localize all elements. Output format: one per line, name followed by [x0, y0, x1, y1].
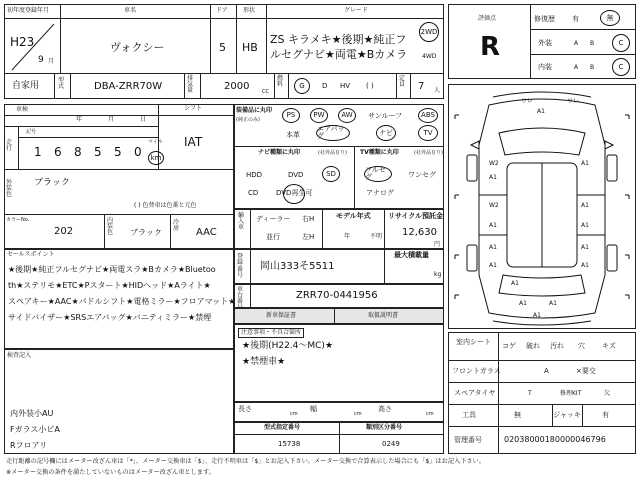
- recycle-fee: 12,630: [402, 227, 437, 238]
- sales-line: サイドバイザー★SRSエアバッグ★バニティミラー★禁煙: [8, 313, 212, 322]
- sales-line: ★後期★純正フルセグナビ★両電スラ★Bカメラ★Bluetoo: [8, 265, 216, 274]
- damage-label: ワレ: [521, 98, 534, 105]
- auction-sheet: 初年度登録年月 車名 ドア 形状 グレード H23 9 月 ヴォクシー 5 HB ZS キラメキ★後期★純正フ ルセグナビ★両電★Bカメラ 2WD 4WD 自家用 型式 DBA-ZRR70W 排気量 2000 CC 燃料 G D HV ( ) 定員 7 人 車検 年 月 日 シフト IAT 走行 記号 1 6 8 5 5 0 マイル km 外装色 ブラック ( ) 色替車は色番と元色 カラーNo. 202 内装色 ブラック 冷房 AAC セールスポイント ★後期★純正フルセグナビ★両電スラ★Bカメラ★Bluetoo th★ステリモ★ETC★Pスタート★HIDヘッド★Aライト★ スペアキー★AAC★パドルシフト★電格ミラー★フロアマット★ サイドバイザー★SRSエアバッグ★バニティミラー★禁煙 検査記入 内外装小AU Fガラス小ビA Rフロアリ 装備品に丸印 (純正のみ) PS PW AW サンルーフ ABS 本革 エアバッグ ナビ TV ナビ種類に丸印 (社外品有り) TV種類に丸印 (社外品有り) HDD DVD SD CD DVD再生可 フルセグ ワンセグ アナログ 輸入車 ディーラー 並行 右H 左H モデル年式 年 不明 リサイクル預託金 12,630 円 登録番号 岡山333そ5511 最大積載量 kg 車台番 ZRR70-0441956 新車保証書 取扱説明書 注意事項・不具合箇所 ★後期(H22.4〜MC)★ ★禁煙車★ 長さ cm 幅 cm 高さ cm 型式指定番号 15738 類別区分番号 0249 評価点 R 修復歴 有 無 外装 A B C 内装 A B C ワレ ワレ A1 W2 A1 A1 A1 A1 W2 A1 A1 A1 A1 A1 A1 A1 A1 A1 室内シート コゲ 破れ 汚れ 穴 キズ フロントガラス A ×要交 スペアタイヤ T 修理KIT 欠 工具 無 ジャッキ 有 管理番号 02038000180000046796 走行距離の記号欄にはメーター改ざん車は「*」、メーター交換車は「$」、走行不明車は「$」とお記入下さい。メーター交換で合算表示した場合にも「$」はお記入下さい。 ※メーター交換の条件を満たしていないものはメーター改ざん車とします。: [4, 4, 636, 458]
- first-reg-label: 初年度登録年月: [7, 7, 50, 14]
- damage-label: A1: [581, 262, 589, 269]
- first-reg-month: 9: [38, 55, 44, 65]
- damage-label: A1: [581, 244, 589, 251]
- tv-fullseg-circle: フルセグ: [364, 166, 392, 182]
- damage-label: W2: [489, 202, 499, 209]
- mileage-digit: 8: [74, 145, 82, 159]
- damage-label: A1: [537, 108, 545, 115]
- note-line: Fガラス小ビA: [10, 425, 60, 434]
- repair-no-circle: 無: [600, 10, 620, 26]
- capacity: 7: [418, 81, 425, 92]
- interior-c-circle: C: [612, 58, 630, 76]
- car-name-label: 車名: [124, 7, 137, 14]
- first-reg-year: H23: [10, 35, 35, 49]
- registration-number: 岡山333そ5511: [260, 261, 335, 272]
- model-code: DBA-ZRR70W: [94, 81, 163, 92]
- car-name: ヴォクシー: [110, 41, 165, 54]
- grade-line-2: ルセグナビ★両電★Bカメラ: [270, 48, 408, 61]
- doors-label: ドア: [216, 7, 228, 14]
- equip-navi-circle: ナビ: [376, 125, 396, 141]
- damage-label: A1: [581, 160, 589, 167]
- note-line: 内外装小AU: [10, 409, 54, 418]
- mileage-digit: 5: [114, 145, 122, 159]
- footer-note-1: 走行距離の記号欄にはメーター改ざん車は「*」、メーター交換車は「$」、走行不明車は「$」とお記入下さい。メーター交換で合算表示した場合にも「$」はお記入下さい。: [6, 458, 485, 465]
- memo-line: ★後期(H22.4〜MC)★: [242, 341, 334, 351]
- equip-ps-circle: PS: [282, 108, 300, 123]
- memo-line: ★禁煙車★: [242, 357, 286, 367]
- grade-line-1: ZS キラメキ★後期★純正フ: [270, 33, 407, 46]
- mileage-digit: 5: [94, 145, 102, 159]
- damage-label: ワレ: [567, 98, 580, 105]
- management-number: 02038000180000046796: [504, 435, 606, 444]
- fuel-g-circle: G: [294, 78, 310, 94]
- inspector-notes: [4, 349, 234, 454]
- car-outline-diagram: [449, 85, 635, 328]
- mileage-digit: 0: [134, 145, 142, 159]
- sales-line: th★ステリモ★ETC★Pスタート★HIDヘッド★Aライト★: [8, 281, 211, 290]
- damage-label: A1: [581, 222, 589, 229]
- footer-note-2: ※メーター交換の条件を満たしていないものはメーター改ざん車とします。: [6, 469, 215, 476]
- equip-abs-circle: ABS: [418, 108, 438, 123]
- sales-line: スペアキー★AAC★パドルシフト★電格ミラー★フロアマット★: [8, 297, 236, 306]
- equip-pw-circle: PW: [310, 108, 328, 123]
- damage-label: A1: [511, 280, 519, 287]
- color-code: 202: [54, 226, 74, 237]
- nav-dvd-play-circle: [283, 184, 305, 204]
- damage-label: A1: [489, 174, 497, 181]
- interior-color: ブラック: [130, 228, 162, 237]
- nav-sd-circle: SD: [322, 166, 340, 182]
- equip-aw-circle: AW: [338, 108, 356, 123]
- grade-label: グレード: [344, 7, 369, 14]
- category-number: 0249: [382, 440, 400, 448]
- chassis-number: ZRR70-0441956: [296, 290, 378, 301]
- damage-label: A1: [489, 222, 497, 229]
- displacement: 2000: [224, 81, 250, 92]
- damage-label: W2: [489, 160, 499, 167]
- mileage-digit: 6: [54, 145, 62, 159]
- exterior-c-circle: C: [612, 34, 630, 52]
- mileage-digit: 1: [34, 145, 42, 159]
- equip-airbag-circle: エアバッグ: [316, 125, 350, 141]
- shift-value: IAT: [184, 135, 203, 149]
- damage-label: A1: [489, 244, 497, 251]
- ac-value: AAC: [196, 227, 217, 238]
- damage-label: A1: [549, 300, 557, 307]
- exterior-color: ブラック: [34, 178, 70, 188]
- doors-value: 5: [219, 41, 226, 54]
- body-shape-label: 形状: [243, 7, 256, 14]
- usage: 自家用: [12, 81, 40, 91]
- dimensions-row: [234, 402, 444, 422]
- damage-label: A1: [581, 202, 589, 209]
- drive-2wd-circle: 2WD: [419, 22, 439, 42]
- damage-label: A1: [489, 262, 497, 269]
- damage-label: A1: [533, 312, 541, 319]
- equip-tv-circle: TV: [418, 125, 438, 141]
- damage-label: A1: [519, 300, 527, 307]
- damage-diagram: [448, 84, 636, 329]
- evaluation-score: R: [480, 32, 501, 62]
- note-line: Rフロアリ: [10, 441, 48, 450]
- type-number: 15738: [278, 440, 301, 448]
- km-circle: km: [148, 151, 164, 165]
- body-shape-value: HB: [242, 41, 258, 54]
